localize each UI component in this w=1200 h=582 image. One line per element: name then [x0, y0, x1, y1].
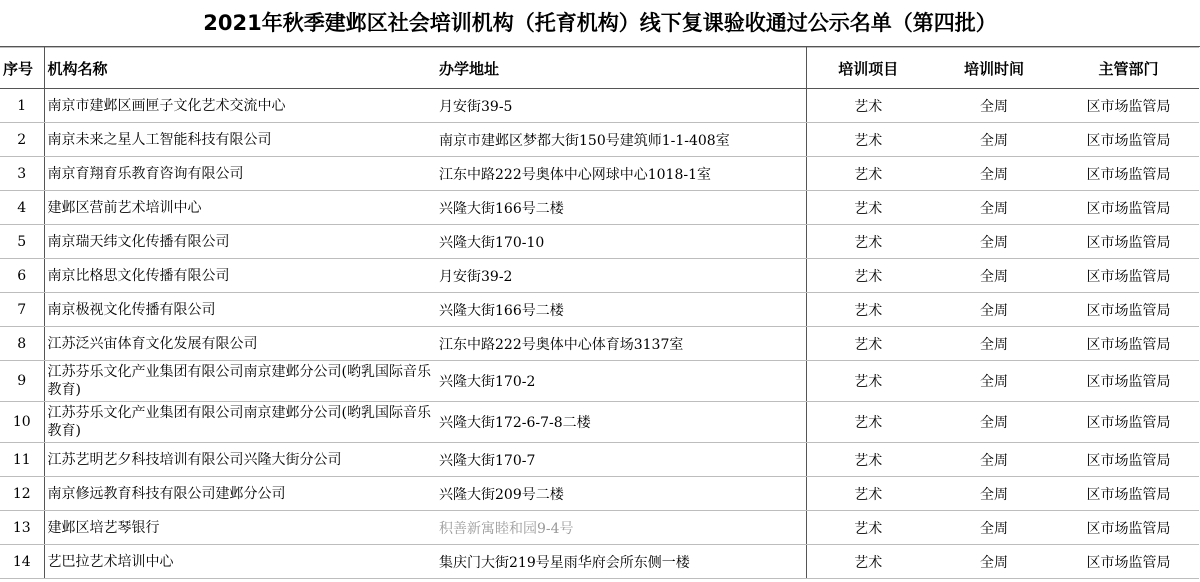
row-number: 6 [0, 259, 44, 293]
institution-address: 兴隆大街166号二楼 [436, 191, 806, 225]
institution-name: 建邺区培艺琴银行 [44, 511, 436, 545]
row-number: 13 [0, 511, 44, 545]
institution-address: 月安街39-2 [436, 259, 806, 293]
row-number: 1 [0, 89, 44, 123]
table-row [0, 157, 1199, 191]
row-number: 2 [0, 123, 44, 157]
institution-address: 月安街39-5 [436, 89, 806, 123]
supervising-dept: 区市场监管局 [1058, 545, 1199, 579]
training-time: 全周 [930, 259, 1058, 293]
supervising-dept: 区市场监管局 [1058, 123, 1199, 157]
training-project: 艺术 [806, 511, 930, 545]
training-project: 艺术 [806, 402, 930, 443]
training-time: 全周 [930, 327, 1058, 361]
col-header-name: 机构名称 [44, 48, 436, 89]
training-time: 全周 [930, 157, 1058, 191]
institution-name: 江苏泛兴宙体育文化发展有限公司 [44, 327, 436, 361]
table-row [0, 511, 1199, 545]
training-time: 全周 [930, 545, 1058, 579]
training-project: 艺术 [806, 123, 930, 157]
supervising-dept: 区市场监管局 [1058, 361, 1199, 402]
col-header-dept: 主管部门 [1058, 48, 1199, 89]
row-number: 12 [0, 477, 44, 511]
training-time: 全周 [930, 402, 1058, 443]
table-row [0, 225, 1199, 259]
table-row [0, 259, 1199, 293]
supervising-dept: 区市场监管局 [1058, 157, 1199, 191]
training-project: 艺术 [806, 191, 930, 225]
training-time: 全周 [930, 511, 1058, 545]
institution-name: 南京市建邺区画匣子文化艺术交流中心 [44, 89, 436, 123]
training-project: 艺术 [806, 259, 930, 293]
table-row [0, 443, 1199, 477]
institution-name: 江苏艺明艺夕科技培训有限公司兴隆大街分公司 [44, 443, 436, 477]
col-header-no: 序号 [0, 48, 44, 89]
institution-name: 南京瑞天纬文化传播有限公司 [44, 225, 436, 259]
institution-address: 集庆门大街219号星雨华府会所东侧一楼 [436, 545, 806, 579]
institution-address: 江东中路222号奥体中心网球中心1018-1室 [436, 157, 806, 191]
supervising-dept: 区市场监管局 [1058, 402, 1199, 443]
table-row [0, 477, 1199, 511]
table-row [0, 293, 1199, 327]
supervising-dept: 区市场监管局 [1058, 293, 1199, 327]
supervising-dept: 区市场监管局 [1058, 477, 1199, 511]
table-row [0, 123, 1199, 157]
training-project: 艺术 [806, 293, 930, 327]
supervising-dept: 区市场监管局 [1058, 89, 1199, 123]
training-time: 全周 [930, 293, 1058, 327]
row-number: 10 [0, 402, 44, 443]
institution-address: 兴隆大街209号二楼 [436, 477, 806, 511]
training-project: 艺术 [806, 361, 930, 402]
table-row [0, 402, 1199, 443]
training-time: 全周 [930, 361, 1058, 402]
institution-name: 江苏芬乐文化产业集团有限公司南京建邺分公司(哟乳国际音乐教育) [44, 402, 436, 443]
col-header-project: 培训项目 [806, 48, 930, 89]
training-project: 艺术 [806, 225, 930, 259]
institution-address: 兴隆大街170-7 [436, 443, 806, 477]
supervising-dept: 区市场监管局 [1058, 443, 1199, 477]
training-project: 艺术 [806, 443, 930, 477]
institution-address: 兴隆大街170-2 [436, 361, 806, 402]
col-header-address: 办学地址 [436, 48, 806, 89]
institution-name: 南京极视文化传播有限公司 [44, 293, 436, 327]
row-number: 4 [0, 191, 44, 225]
institution-name: 南京修远教育科技有限公司建邺分公司 [44, 477, 436, 511]
institution-address: 江东中路222号奥体中心体育场3137室 [436, 327, 806, 361]
row-number: 8 [0, 327, 44, 361]
institution-address: 兴隆大街170-10 [436, 225, 806, 259]
supervising-dept: 区市场监管局 [1058, 327, 1199, 361]
table-row [0, 89, 1199, 123]
page-title: 2021年秋季建邺区社会培训机构（托育机构）线下复课验收通过公示名单（第四批） [203, 11, 997, 35]
training-time: 全周 [930, 225, 1058, 259]
training-project: 艺术 [806, 477, 930, 511]
col-header-time: 培训时间 [930, 48, 1058, 89]
row-number: 7 [0, 293, 44, 327]
training-time: 全周 [930, 123, 1058, 157]
table-row [0, 545, 1199, 579]
training-project: 艺术 [806, 327, 930, 361]
training-time: 全周 [930, 443, 1058, 477]
institution-name: 南京比格思文化传播有限公司 [44, 259, 436, 293]
institution-address: 兴隆大街166号二楼 [436, 293, 806, 327]
supervising-dept: 区市场监管局 [1058, 511, 1199, 545]
training-project: 艺术 [806, 89, 930, 123]
institution-name: 南京未来之星人工智能科技有限公司 [44, 123, 436, 157]
table-row [0, 361, 1199, 402]
training-time: 全周 [930, 89, 1058, 123]
training-project: 艺术 [806, 157, 930, 191]
table-row [0, 327, 1199, 361]
header-row [0, 48, 1199, 89]
supervising-dept: 区市场监管局 [1058, 191, 1199, 225]
institution-name: 建邺区营前艺术培训中心 [44, 191, 436, 225]
row-number: 9 [0, 361, 44, 402]
supervising-dept: 区市场监管局 [1058, 259, 1199, 293]
institution-address: 南京市建邺区梦都大街150号建筑师1-1-408室 [436, 123, 806, 157]
training-project: 艺术 [806, 545, 930, 579]
training-time: 全周 [930, 477, 1058, 511]
institution-name: 江苏芬乐文化产业集团有限公司南京建邺分公司(哟乳国际音乐教育) [44, 361, 436, 402]
supervising-dept: 区市场监管局 [1058, 225, 1199, 259]
row-number: 3 [0, 157, 44, 191]
institution-table [0, 47, 1199, 579]
row-number: 11 [0, 443, 44, 477]
table-row [0, 191, 1199, 225]
institution-name: 艺巴拉艺术培训中心 [44, 545, 436, 579]
institution-address: 积善新寓睦和园9-4号 [436, 511, 806, 545]
institution-name: 南京育翔育乐教育咨询有限公司 [44, 157, 436, 191]
row-number: 5 [0, 225, 44, 259]
row-number: 14 [0, 545, 44, 579]
institution-address: 兴隆大街172-6-7-8二楼 [436, 402, 806, 443]
training-time: 全周 [930, 191, 1058, 225]
